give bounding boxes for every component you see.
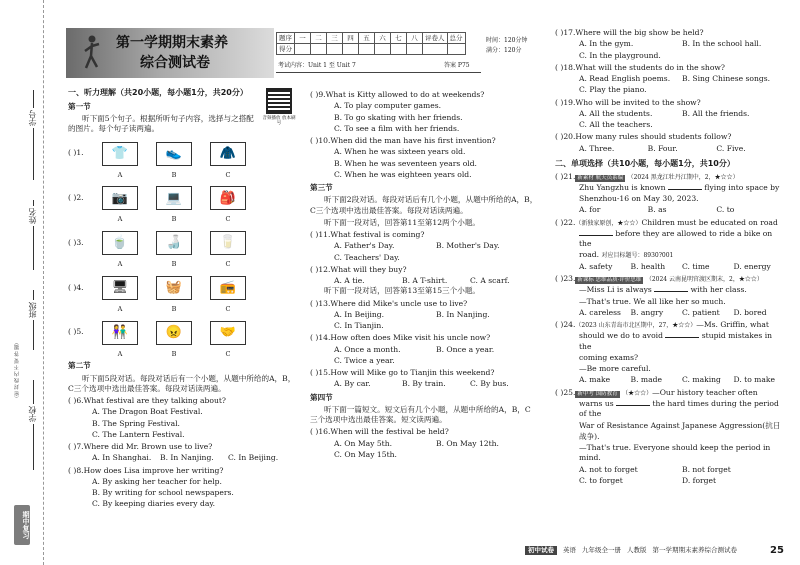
score-input-cell[interactable] [391,44,407,55]
answer-option: C. A scarf. [470,276,510,285]
question-12 [310,265,538,287]
question-17 [555,28,785,61]
question-25 [555,388,785,486]
score-input-cell[interactable] [327,44,343,55]
option-label: C [225,304,231,313]
option-label: A [117,215,123,224]
question-text: Where will the big show be held? [575,28,704,37]
answer-option: A. The Dragon Boat Festival. [92,407,203,417]
question-text: What festival is coming? [330,230,425,239]
footer-paper-name: 第一学期期末素养综合测试卷 [652,546,737,554]
answer-blank[interactable] [665,337,699,338]
binding-line [33,90,34,180]
answer-option: A. When he was sixteen years old. [334,147,466,157]
score-cell: 二 [311,33,327,44]
option-label: B [171,215,177,224]
score-input-cell[interactable] [359,44,375,55]
answer-option: A. for [579,205,601,215]
shirt-icon: 👕 [102,142,138,166]
answer-option: B. By writing for school newspapers. [92,488,234,498]
score-table-score-row [277,44,466,55]
score-cell: 得分 [277,44,295,55]
full-score: 满分：120分 [486,46,522,54]
binding-line [33,290,34,350]
answer-option: B. In Nanjing. [436,309,490,319]
question-19 [555,98,785,131]
answer-option: A. Once a month. [334,344,401,354]
question-text: warns us [579,399,614,409]
question-number: ( )12. [310,264,331,274]
option-label: C [225,215,231,224]
answer-option: A. A tie. [334,276,365,285]
page-number: 25 [770,545,784,556]
question-text: —Be more careful. [579,364,651,374]
answer-option: B. To go skating with her friends. [334,112,463,122]
picture-question-5 [68,316,296,359]
runner-figure-icon [82,34,102,72]
question-text: What is Kitty allowed to do at weekends? [325,90,485,99]
question-23 [555,274,785,318]
question-text: the hard times during the period of the [579,399,779,419]
answer-option: A. By asking her teacher for help. [92,476,222,486]
television-icon: 🖥 [102,276,138,300]
question-text: before they are allowed to ride a bike on the [579,228,773,249]
time-info [486,36,527,55]
question-number: ( )11. [310,230,331,239]
question-text: Zhu Yangzhu is known [579,182,666,192]
answer-option: D. bored [733,307,767,317]
answer-option: C. to forget [579,475,623,485]
question-number: ( )2. [68,193,84,203]
question-number: ( )23. [555,273,576,283]
instruction: 听下面5个句子。根据所听句子内容，选择与之搭配的图片。每个句子读两遍。 [68,114,254,134]
question-source: （★☆☆） [622,389,653,397]
footer-edition: 人教版 [627,546,647,554]
question-text: coming exams? [579,352,639,362]
question-text: Children must be educated on road [641,217,778,227]
column-3 [555,26,785,486]
answer-option: B. When he was seventeen years old. [334,158,477,168]
question-number: ( )5. [68,327,84,337]
answer-option: C. making [682,375,721,385]
question-number: ( )17. [555,28,576,37]
question-text: —Miss Li is always [579,285,652,295]
exam-scope: 考试内容：Unit 1 至 Unit 7 [278,62,356,69]
answer-blank[interactable] [616,405,650,406]
answer-option: C. By keeping diaries every day. [92,499,216,509]
question-text: Shenzhou-16 on May 30, 2023. [579,194,699,204]
computer-icon: 💻 [156,186,192,210]
instruction: 听下面5段对话。每段对话后有一个小题，从题中所给的A，B，C三个选项中选出最佳答案。每段对话读两遍。 [68,373,296,393]
question-text: How will Mike go to Tianjin this weekend? [330,368,495,377]
question-16 [310,427,538,460]
score-input-cell[interactable] [343,44,359,55]
handshake-icon: 🤝 [210,321,246,345]
washing-machine-icon: 🧺 [156,276,192,300]
instruction: 听下面一篇短文。短文后有几个小题，从题中所给的A，B，C三个选项中选出最佳答案。短文读两遍。 [310,404,531,424]
question-source: （2024 黑龙江牡丹江期中，2，★☆☆） [627,173,739,181]
camera-icon: 📷 [102,186,138,210]
question-number: ( )7. [68,442,84,452]
footer-grade: 九年级全一册 [582,546,621,554]
question-20 [555,132,785,154]
answer-option: C. All the teachers. [579,120,653,129]
answer-option: B. as [647,205,667,215]
answer-option: A. To play computer games. [334,101,442,111]
answer-option: B. not forget [682,464,731,474]
answer-option: B. All the friends. [682,108,750,118]
question-13 [310,299,538,332]
answer-option: C. In the playground. [579,50,661,60]
answer-option: C. Twice a year. [334,355,395,365]
answer-option: C. The Lantern Festival. [92,429,185,439]
question-text: War of Resistance Against Japanese Aggression(抗日 [579,420,781,430]
school-label: 学校 [28,406,37,422]
option-label: C [225,170,231,179]
option-label: B [171,304,177,313]
tea-cup-icon: 🍵 [102,231,138,255]
section-title-listening: 一、听力理解（共20小题，每小题1分，共20分） [68,88,248,97]
question-number: ( )9. [310,90,326,99]
score-cell: 三 [327,33,343,44]
question-text: How often does Mike visit his uncle now? [330,333,491,343]
option-label: B [171,260,177,269]
answer-blank[interactable] [579,235,613,236]
question-text: What will they buy? [330,264,407,274]
answer-option: A. On May 5th. [334,438,393,448]
answer-option: B. health [630,261,666,271]
student-id-label: 学号 [28,110,37,126]
score-cell: 一 [295,33,311,44]
paper-title-line1: 第一学期期末素养 [116,35,228,51]
answer-option: A. By car. [334,379,371,389]
name-label: 姓名 [28,208,37,224]
question-7 [68,442,296,464]
score-cell: 总分 [447,33,465,44]
option-label: C [225,260,231,269]
answer-option: B. In the school hall. [682,39,762,49]
question-14 [310,333,538,366]
answer-option: A. careless [579,307,621,317]
paper-title-line2: 综合测试卷 [140,55,210,71]
answer-option: A. Father's Day. [334,241,395,251]
footer-brand: 初中试卷 [525,546,557,555]
question-6 [68,396,296,440]
question-number: ( )4. [68,282,84,292]
question-text: How many rules should students follow? [575,132,732,142]
answer-option: C. to [716,205,735,215]
paper-header [66,28,541,78]
question-number: ( )19. [555,97,576,107]
score-cell: 四 [343,33,359,44]
answer-option: A. make [579,375,611,385]
part-title: 第四节 [310,392,333,402]
answer-option: B. By train. [402,379,446,389]
instruction: 听下面2段对话。每段对话后有几个小题，从题中所给的A，B，C三个选项中选出最佳答案。每段对话读两遍。 [310,195,538,215]
answer-option: B. Once a year. [436,344,495,354]
answer-option: A. In the gym. [579,39,634,49]
question-text: with her class. [690,285,747,295]
answer-option: A. In Beijing. [334,309,385,319]
answer-option: A. In Shanghai. [92,453,152,463]
question-text: Who will be invited to the show? [575,97,701,107]
answer-option: C. In Tianjin. [334,321,384,330]
coat-icon: 🧥 [210,142,246,166]
question-text: What will the students do in the show? [575,62,725,72]
picture-question-2 [68,181,296,224]
question-number: ( )15. [310,368,331,377]
section-title-single-choice: 二、单项选择（共10小题，每小题1分，共10分） [555,158,735,168]
answer-blank[interactable] [654,291,688,292]
question-source: （2024 云南昆明官渡区期末，2，★☆☆） [645,275,763,283]
question-source: （新独家原创，★☆☆） [575,219,642,227]
shoes-icon: 👟 [156,142,192,166]
question-badge: 新课标 思维品质·评价思维 [577,276,642,283]
score-cell: 七 [391,33,407,44]
answer-option: B. On May 12th. [436,438,499,448]
footer-subject: 英语 [563,546,576,554]
answer-option: A. Three. [579,143,615,153]
option-label: A [117,260,123,269]
question-badge: 新素材 航天员系编 [577,174,624,181]
part-title: 第三节 [310,183,333,192]
answer-option: A. All the students. [579,108,653,118]
answer-option: D. energy [733,261,771,271]
question-number: ( )1. [68,148,84,158]
answer-option: B. In Nanjing. [160,453,214,463]
question-number: ( )22. [555,217,576,227]
class-label: 班级 [28,302,37,318]
score-cell: 六 [375,33,391,44]
question-number: ( )6. [68,396,84,406]
score-table-header-row [277,33,466,44]
answer-option: B. A T-shirt. [402,276,448,285]
score-table [276,32,466,55]
answer-option: D. to make [733,375,776,385]
question-text: Where did Mr. Brown use to live? [83,442,213,452]
question-text: When will the festival be held? [330,427,449,437]
answer-option: A. not to forget [579,464,638,474]
score-input-cell[interactable] [311,44,327,55]
question-number: ( )8. [68,465,84,475]
question-text: Where did Mike's uncle use to live? [330,298,468,308]
option-label: A [117,349,123,358]
picture-question-3 [68,226,296,269]
question-text: 战争). [579,431,600,441]
question-text: —Ms. Griffin, what [696,320,769,330]
cup-icon: 🥛 [210,231,246,255]
question-text: —That's true. We all like her so much. [579,296,726,306]
answer-option: B. The Spring Festival. [92,418,180,428]
seal-line-note: （密 封 线 内 不 要 答 题） [14,340,20,402]
question-number: ( )18. [555,62,576,72]
answer-option: C. patient [682,307,720,317]
answer-option: C. By bus. [470,379,509,389]
question-number: ( )24. [555,320,576,330]
question-10 [310,136,538,180]
question-text: What festival are they talking about? [83,396,227,406]
column-2 [310,88,538,460]
radio-icon: 📻 [210,276,246,300]
time-limit: 时间：120分钟 [486,37,528,44]
vase-icon: 🍶 [156,231,192,255]
binding-line [33,380,34,470]
part-title: 第二节 [68,361,91,371]
answer-option: D. forget [682,475,717,485]
score-input-cell[interactable] [407,44,423,55]
question-number: ( )25. [555,387,576,397]
answer-option: B. made [630,375,662,385]
answer-option: C. time [682,261,710,271]
instruction: 听下面一段对话，回答第13至第15三个小题。 [324,286,481,296]
question-text: How does Lisa improve her writing? [83,465,224,475]
picture-question-4 [68,271,296,314]
answer-option: C. Five. [716,143,746,153]
question-21 [555,172,785,216]
question-number: ( )21. [555,171,576,181]
score-cell: 题序 [277,33,295,44]
answer-option: C. On May 15th. [334,449,397,459]
question-8 [68,466,296,510]
bag-icon: 🎒 [210,186,246,210]
question-text: —Our history teacher often [652,387,758,397]
question-11 [310,230,538,263]
question-text: road. [579,250,600,260]
answer-option: B. Sing Chinese songs. [682,74,771,83]
question-22 [555,218,785,272]
question-number: ( )10. [310,136,331,145]
question-number: ( )16. [310,427,331,437]
question-18 [555,63,785,96]
question-number: ( )13. [310,298,331,308]
score-cell: 八 [407,33,423,44]
question-text: should we do to avoid [579,331,663,341]
score-input-cell[interactable] [423,44,448,55]
question-badge: 新中考 国防教育 [577,390,618,397]
brand-logo: 期中复习 [14,505,30,545]
picture-question-1 [68,137,296,180]
question-24 [555,320,785,386]
option-label: C [225,349,231,358]
question-text: When did the man have his first invention? [330,136,496,145]
answer-option: C. In Beijing. [228,453,279,463]
answer-option: C. Teachers' Day. [334,252,400,262]
answer-option: C. To see a film with her friends. [334,123,460,133]
question-number: ( )20. [555,132,576,142]
question-9 [310,90,538,134]
answer-option: A. safety [579,261,613,271]
question-15 [310,368,538,390]
column-1 [68,88,296,510]
score-input-cell[interactable] [447,44,465,55]
page-footer [525,546,737,555]
answer-option: A. Read English poems. [579,74,671,83]
target-tag: 对应目标题号：8930?001 [601,252,674,260]
question-text: —That's true. Everyone should keep the period in mind. [579,443,771,463]
answer-page-ref: 答案 P75 [444,62,470,69]
question-source: （2023 山东青岛市北区期中，27，★☆☆） [575,322,697,330]
option-label: B [171,349,177,358]
option-label: A [117,304,123,313]
answer-option: C. Play the piano. [579,85,647,95]
answer-option: B. angry [630,307,664,317]
instruction: 听下面一段对话，回答第11至第12两个小题。 [324,217,481,227]
question-text: stupid mistakes in the [579,331,773,351]
friends-talking-icon: 👫 [102,321,138,345]
option-label: B [171,170,177,179]
score-cell: 五 [359,33,375,44]
question-number: ( )14. [310,333,331,343]
part-title: 第一节 [68,101,91,111]
qr-caption: 音频播放 放本刷号 [262,116,296,127]
answer-option: B. Mother's Day. [436,241,500,251]
binding-strip [0,0,44,565]
score-input-cell[interactable] [295,44,311,55]
answer-option: B. Four. [647,143,678,153]
angry-person-icon: 😠 [156,321,192,345]
qr-code-icon[interactable] [266,88,292,114]
question-text: flying into space by [704,182,780,192]
score-input-cell[interactable] [375,44,391,55]
question-number: ( )3. [68,237,84,247]
answer-blank[interactable] [668,189,702,190]
option-label: A [117,170,123,179]
answer-option: C. When he was eighteen years old. [334,169,472,179]
header-rule [276,72,481,73]
score-cell: 评卷人 [423,33,448,44]
